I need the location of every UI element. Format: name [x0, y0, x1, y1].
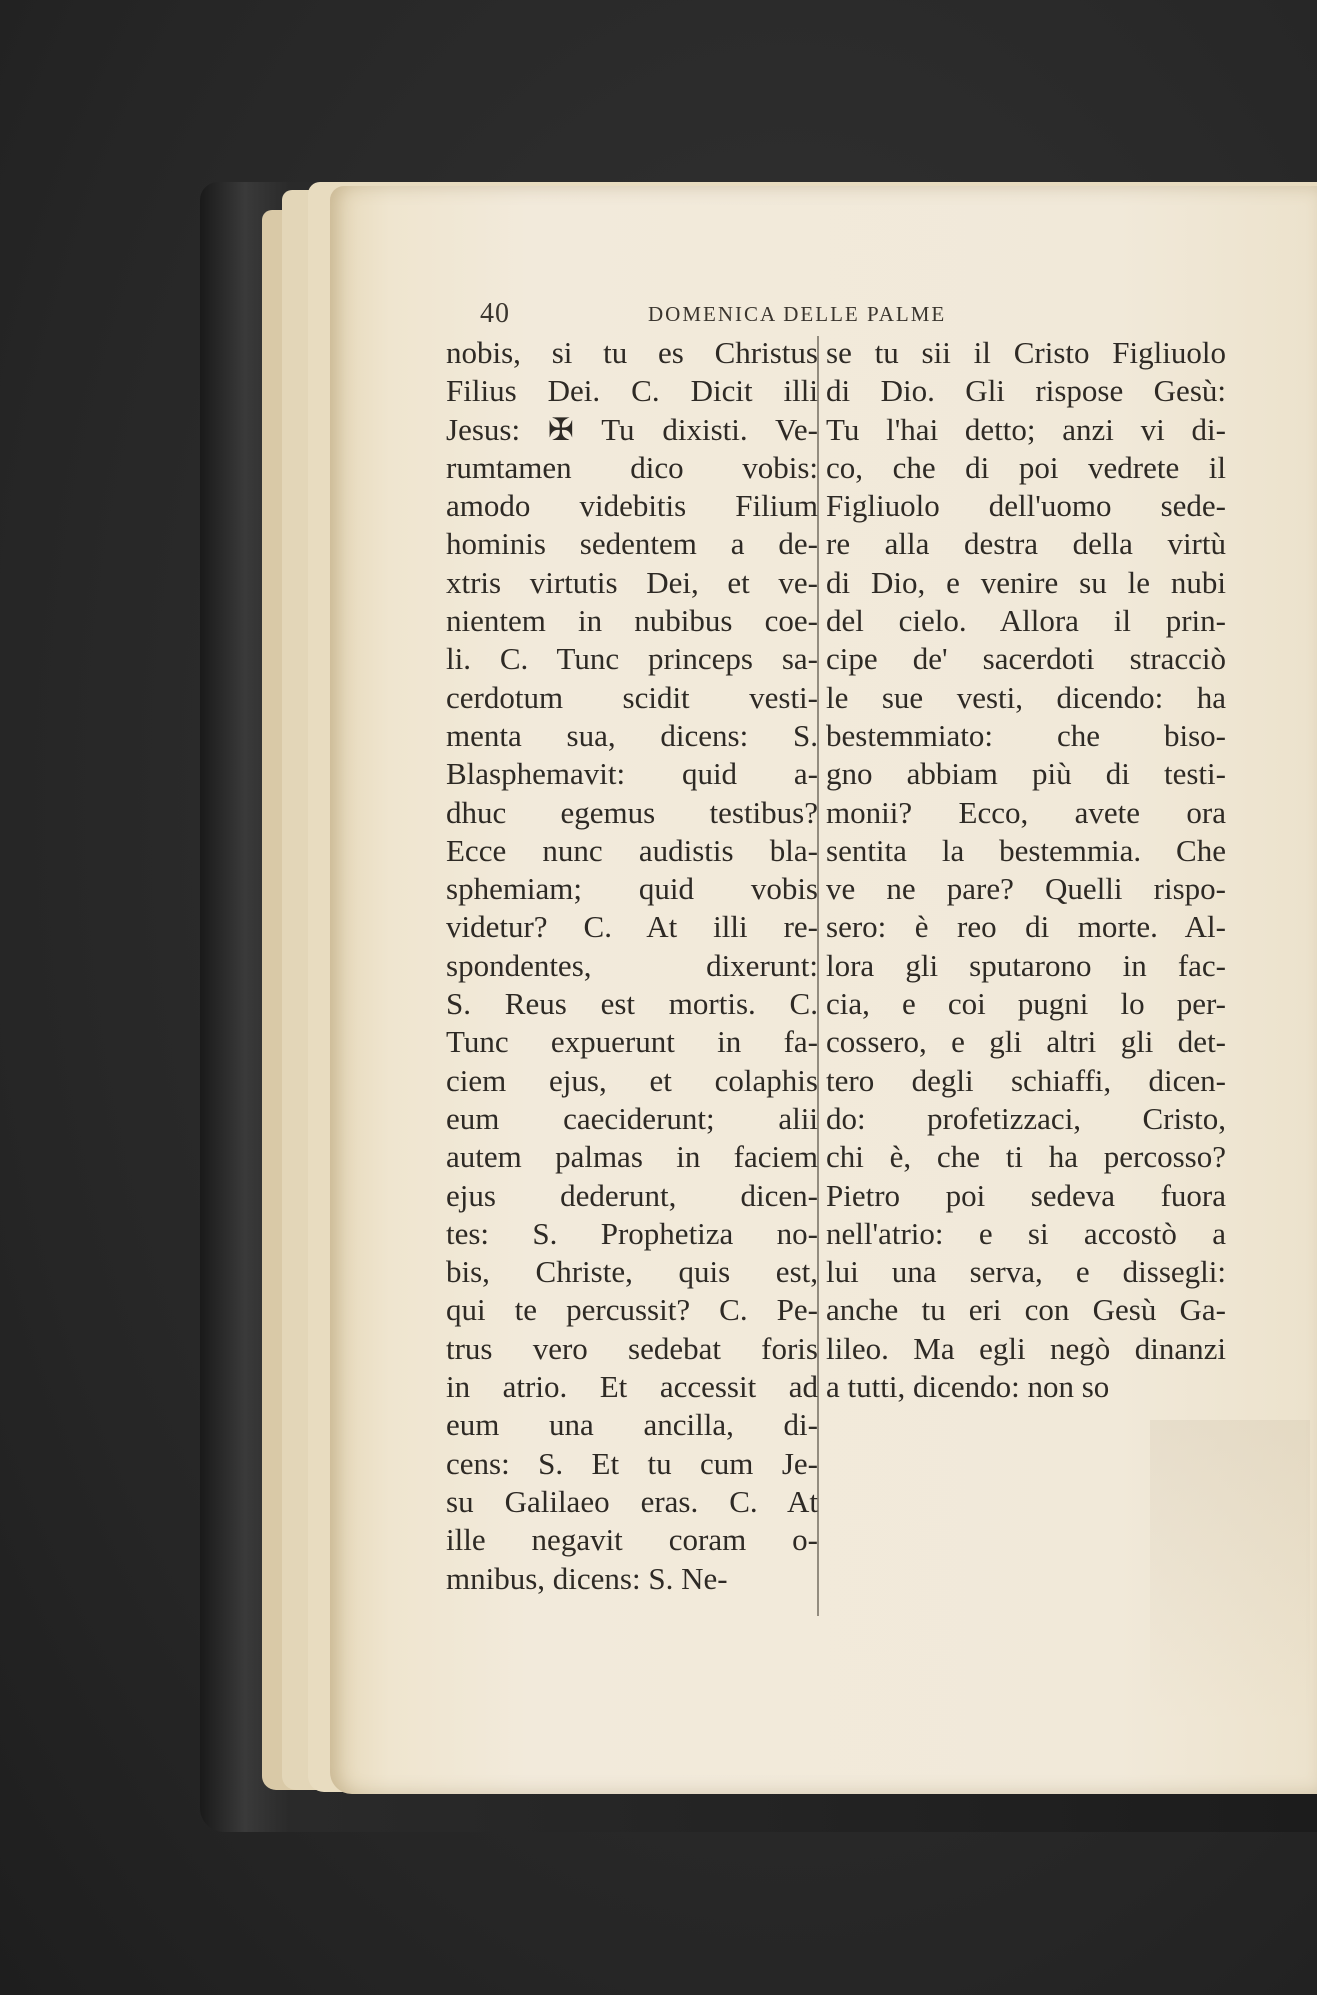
text-line: a tutti, dicendo: non so: [826, 1369, 1110, 1405]
text-line: sphemiam; quid vobis: [446, 871, 818, 907]
text-line: Jesus: ✠ Tu dixisti. Ve-: [446, 411, 818, 447]
text-line: ejus dederunt, dicen-: [446, 1177, 818, 1213]
text-line: autem palmas in faciem: [446, 1139, 818, 1175]
text-line: Tunc expuerunt in fa-: [446, 1024, 818, 1060]
text-line: lileo. Ma egli negò dinanzi: [826, 1330, 1226, 1366]
text-line: spondentes, dixerunt:: [446, 947, 818, 983]
text-line: tes: S. Prophetiza no-: [446, 1215, 818, 1251]
text-line: cia, e coi pugni lo per-: [826, 986, 1226, 1022]
text-line: sentita la bestemmia. Che: [826, 832, 1226, 868]
text-line: mnibus, dicens: S. Ne-: [446, 1560, 728, 1596]
text-line: Ecce nunc audistis bla-: [446, 832, 818, 868]
text-line: do: profetizzaci, Cristo,: [826, 1100, 1226, 1136]
text-line: rumtamen dico vobis:: [446, 449, 818, 485]
latin-column: [446, 334, 818, 1598]
text-line: amodo videbitis Filium: [446, 488, 818, 524]
text-line: trus vero sedebat foris: [446, 1330, 818, 1366]
text-line: le sue vesti, dicendo: ha: [826, 679, 1226, 715]
page-header: [480, 298, 1040, 328]
text-line: cerdotum scidit vesti-: [446, 679, 818, 715]
text-line: videtur? C. At illi re-: [446, 909, 818, 945]
text-line: cens: S. Et tu cum Je-: [446, 1445, 818, 1481]
text-line: ille negavit coram o-: [446, 1522, 818, 1558]
text-line: gno abbiam più di testi-: [826, 756, 1226, 792]
text-line: chi è, che ti ha percosso?: [826, 1139, 1226, 1175]
text-line: li. C. Tunc princeps sa-: [446, 641, 818, 677]
text-line: lui una serva, e dissegli:: [826, 1254, 1226, 1290]
text-line: re alla destra della virtù: [826, 526, 1226, 562]
text-line: bestemmiato: che biso-: [826, 717, 1226, 753]
text-line: eum una ancilla, di-: [446, 1407, 818, 1443]
text-line: menta sua, dicens: S.: [446, 717, 818, 753]
page-number: 40: [480, 298, 510, 329]
text-line: nobis, si tu es Christus: [446, 335, 818, 370]
italian-column: [826, 334, 1226, 1406]
running-title: DOMENICA DELLE PALME: [648, 302, 947, 326]
text-line: ciem ejus, et colaphis: [446, 1062, 818, 1098]
text-line: Tu l'hai detto; anzi vi di-: [826, 411, 1226, 447]
text-line: tero degli schiaffi, dicen-: [826, 1062, 1226, 1098]
text-line: ve ne pare? Quelli rispo-: [826, 871, 1226, 907]
text-line: di Dio. Gli rispose Gesù:: [826, 373, 1226, 409]
text-line: di Dio, e venire su le nubi: [826, 564, 1226, 600]
text-line: cipe de' sacerdoti stracciò: [826, 641, 1226, 677]
text-line: su Galilaeo eras. C. At: [446, 1483, 818, 1519]
text-line: Figliuolo dell'uomo sede-: [826, 488, 1226, 524]
text-line: Blasphemavit: quid a-: [446, 756, 818, 792]
text-line: xtris virtutis Dei, et ve-: [446, 564, 818, 600]
text-line: se tu sii il Cristo Figliuolo: [826, 335, 1226, 370]
text-line: Filius Dei. C. Dicit illi: [446, 373, 818, 409]
text-line: in atrio. Et accessit ad: [446, 1369, 818, 1405]
text-line: eum caeciderunt; alii: [446, 1100, 818, 1136]
text-line: nientem in nubibus coe-: [446, 603, 818, 639]
text-line: S. Reus est mortis. C.: [446, 986, 818, 1022]
text-line: co, che di poi vedrete il: [826, 449, 1226, 485]
text-line: dhuc egemus testibus?: [446, 794, 818, 830]
text-line: qui te percussit? C. Pe-: [446, 1292, 818, 1328]
text-line: monii? Ecco, avete ora: [826, 794, 1226, 830]
text-line: bis, Christe, quis est,: [446, 1254, 818, 1290]
text-line: anche tu eri con Gesù Ga-: [826, 1292, 1226, 1328]
text-line: Pietro poi sedeva fuora: [826, 1177, 1226, 1213]
text-line: lora gli sputarono in fac-: [826, 947, 1226, 983]
text-line: sero: è reo di morte. Al-: [826, 909, 1226, 945]
text-line: del cielo. Allora il prin-: [826, 603, 1226, 639]
text-line: nell'atrio: e si accostò a: [826, 1215, 1226, 1251]
text-line: cossero, e gli altri gli det-: [826, 1024, 1226, 1060]
text-line: hominis sedentem a de-: [446, 526, 818, 562]
show-through: [1150, 1420, 1310, 1720]
